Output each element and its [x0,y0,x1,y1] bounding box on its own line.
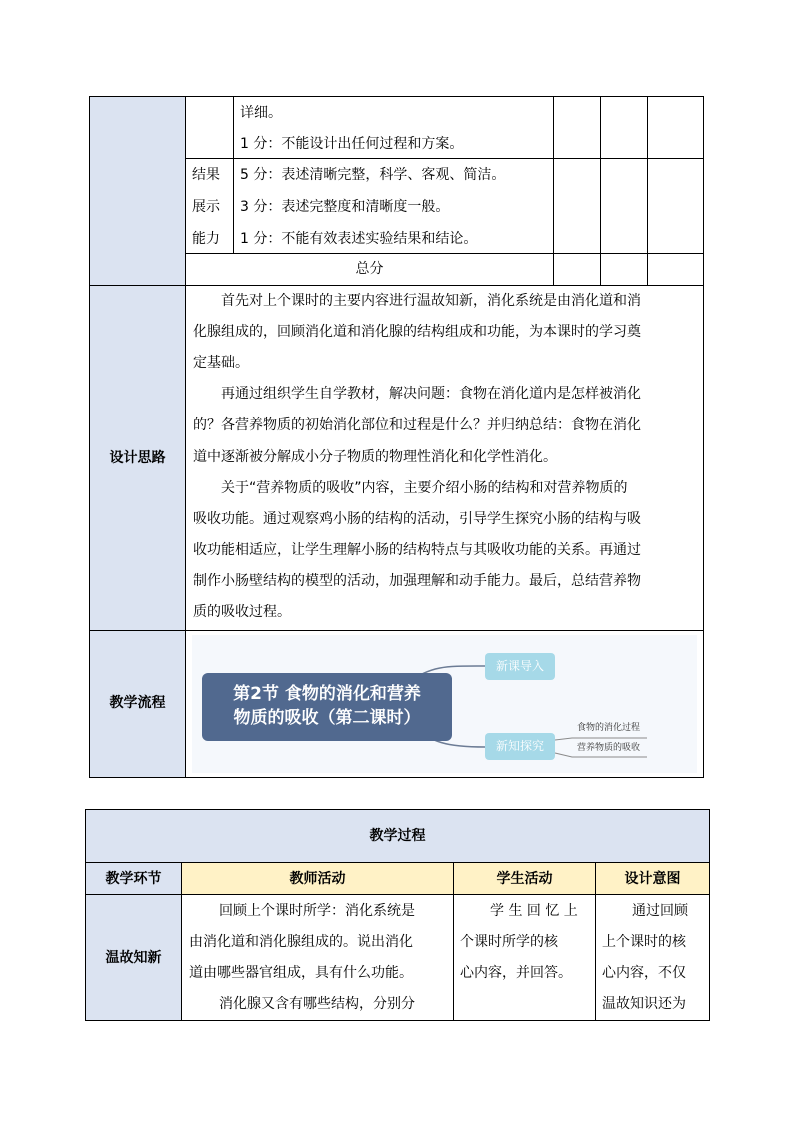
teacher-line: 回顾上个课时所学：消化系统是 [219,903,415,919]
student-line: 心内容，并回答。 [460,965,572,981]
paragraph-line: 的？各营养物质的初始消化部位和过程是什么？并归纳总结：食物在消化 [193,417,641,433]
score-cell [647,158,704,254]
header-student: 学生活动 [496,871,553,887]
criterion-label: 展示 [192,199,220,215]
header-teacher: 教师活动 [289,871,346,887]
teacher-line: 由消化道和消化腺组成的。说出消化 [189,934,413,950]
teacher-line: 道由哪些器官组成，具有什么功能。 [189,965,413,981]
paragraph-line: 收功能相适应，让学生理解小肠的结构特点与其吸收功能的关系。再通过 [193,542,641,558]
mindmap-branch-label: 新课导入 [495,659,544,673]
design-thinking-label: 设计思路 [109,450,166,466]
intent-line: 心内容，不仅 [602,965,686,981]
rubric-text: 3 分：表述完整度和清晰度一般。 [240,199,450,215]
process-title: 教学过程 [369,828,426,844]
paragraph-line: 首先对上个课时的主要内容进行温故知新，消化系统是由消化道和消 [221,293,641,309]
rubric-text: 详细。 [240,105,282,121]
score-cell [600,96,648,159]
intent-line: 通过回顾 [632,903,688,919]
criterion-cell [185,96,234,159]
score-cell [553,158,601,254]
intent-line: 上个课时的核 [602,934,686,950]
intent-line: 温故知识还为 [602,996,686,1012]
mindmap-root-line: 物质的吸收（第二课时） [233,708,421,728]
score-cell [553,253,601,286]
paragraph-line: 制作小肠壁结构的模型的活动，加强理解和动手能力。最后，总结营养物 [193,573,641,589]
mindmap [192,635,697,773]
total-label: 总分 [355,261,384,277]
rubric-text: 1 分：不能有效表述实验结果和结论。 [240,231,478,247]
stage-label: 温故知新 [105,950,162,966]
score-cell [647,96,704,159]
mindmap-root-line: 第2节 食物的消化和营养 [233,684,421,704]
teaching-flow-label: 教学流程 [109,695,166,711]
paragraph-line: 吸收功能。通过观察鸡小肠的结构的活动，引导学生探究小肠的结构与吸 [193,511,641,527]
score-cell [553,96,601,159]
paragraph-line: 道中逐渐被分解成小分子物质的物理性消化和化学性消化。 [193,449,557,465]
score-cell [647,253,704,286]
student-line: 学 生 回 忆 上 [490,903,578,919]
paragraph-line: 关于“营养物质的吸收”内容，主要介绍小肠的结构和对营养物质的 [221,480,628,496]
mindmap-sub-label: 食物的消化过程 [577,723,641,733]
header-intent: 设计意图 [624,871,681,887]
score-cell [600,158,648,254]
paragraph-line: 定基础。 [193,355,249,371]
criterion-label: 能力 [192,231,220,247]
mindmap-sub-label: 营养物质的吸收 [577,743,641,753]
score-cell [600,253,648,286]
rubric-text: 1 分：不能设计出任何过程和方案。 [240,136,464,152]
teacher-line: 消化腺又含有哪些结构，分别分 [219,996,415,1012]
paragraph-line: 质的吸收过程。 [193,604,291,620]
student-line: 个课时所学的核 [460,934,558,950]
mindmap-branch-label: 新知探究 [495,739,544,753]
header-stage: 教学环节 [105,871,162,887]
paragraph-line: 再通过组织学生自学教材，解决问题：食物在消化道内是怎样被消化 [221,386,641,402]
criterion-label: 结果 [192,167,220,183]
paragraph-line: 化腺组成的，回顾消化道和消化腺的结构组成和功能，为本课时的学习奠 [193,324,641,340]
label-cell-rubric [89,96,186,286]
rubric-text: 5 分：表述清晰完整，科学、客观、简洁。 [240,167,506,183]
